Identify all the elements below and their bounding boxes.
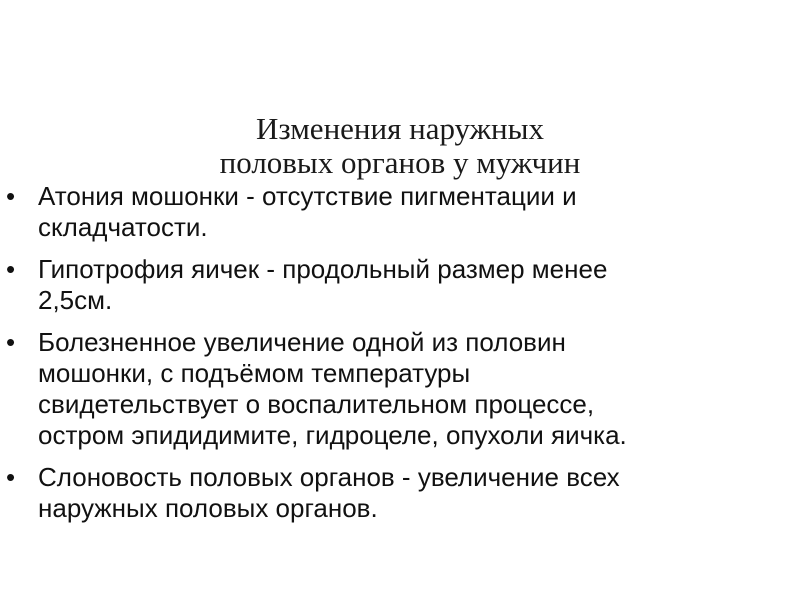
bullet-line: Гипотрофия яичек - продольный размер менее (38, 254, 608, 284)
bullet-marker: • (6, 462, 16, 492)
bullet-line: Атония мошонки - отсутствие пигментации и (38, 181, 577, 211)
bullet-line: Слоновость половых органов - увеличение всех (38, 462, 620, 492)
bullet-marker: • (6, 254, 16, 284)
bullet-item-elephantiasis (0, 462, 780, 524)
bullet-marker: • (6, 327, 16, 357)
bullet-text (38, 327, 780, 451)
bullet-line: 2,5см. (38, 285, 113, 315)
bullet-marker: • (6, 181, 16, 211)
bullet-line: Болезненное увеличение одной из половин (38, 327, 566, 357)
title-line-2: половых органов у мужчин (219, 145, 581, 180)
bullet-item-atonia (0, 181, 780, 243)
title-line-1: Изменения наружных (256, 111, 544, 146)
bullet-line: наружных половых органов. (38, 493, 378, 523)
bullet-line: мошонки, с подъёмом температуры (38, 358, 471, 388)
bullet-line: складчатости. (38, 212, 208, 242)
bullet-line: остром эпидидимите, гидроцеле, опухоли яичка. (38, 420, 627, 450)
bullet-line: свидетельствует о воспалительном процессе, (38, 389, 595, 419)
bullet-text (38, 462, 780, 524)
slide-title (100, 112, 700, 180)
bullet-item-painful-enlargement (0, 327, 780, 451)
bullet-item-hypotrophy (0, 254, 780, 316)
bullet-list (0, 181, 780, 535)
bullet-text (38, 254, 780, 316)
bullet-text (38, 181, 780, 243)
